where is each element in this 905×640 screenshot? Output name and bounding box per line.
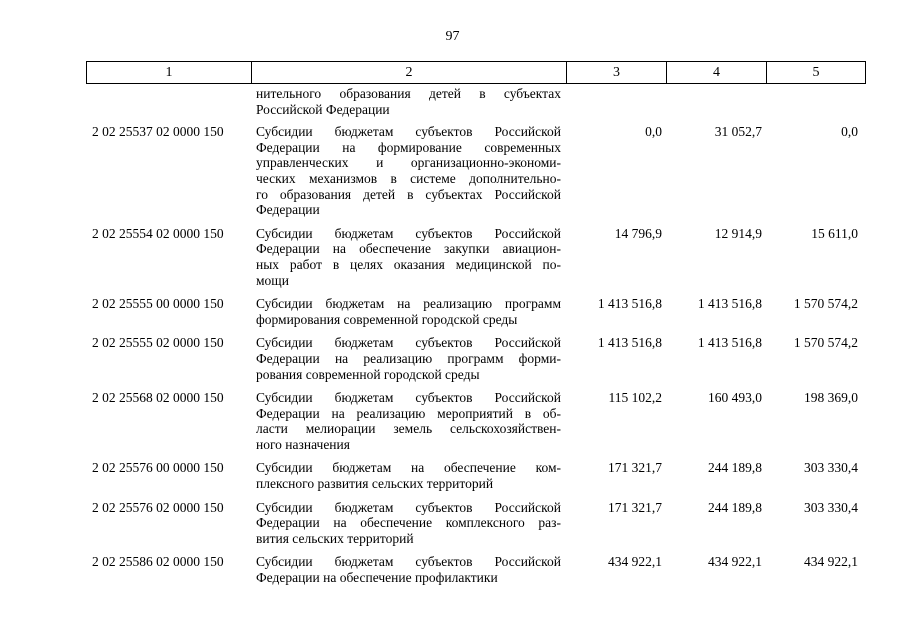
amount-col-3: 115 102,2 <box>608 390 662 406</box>
amount-col-3: 434 922,1 <box>608 554 662 570</box>
page-number: 97 <box>445 29 460 44</box>
amount-col-5: 434 922,1 <box>804 554 858 570</box>
budget-code: 2 02 25554 02 0000 150 <box>92 225 224 241</box>
amount-col-4: 244 189,8 <box>708 460 762 476</box>
item-description <box>256 86 561 117</box>
budget-code: 2 02 25586 02 0000 150 <box>92 554 224 570</box>
table-header <box>86 61 866 84</box>
description-line: ных работ в целях оказания медицинской по- <box>256 256 561 272</box>
item-description <box>256 124 561 218</box>
amount-col-4: 31 052,7 <box>714 124 762 140</box>
amount-col-4 <box>664 86 764 117</box>
table-row <box>86 124 866 218</box>
budget-code: 2 02 25555 00 0000 150 <box>92 296 224 312</box>
amount-col-4: 434 922,1 <box>708 554 762 570</box>
amount-col-4: 1 413 516,8 <box>697 335 762 351</box>
description-line: управленческих и организационно-экономи- <box>256 155 561 171</box>
amount-col-4: 160 493,0 <box>708 390 762 406</box>
budget-code: 2 02 25555 02 0000 150 <box>92 335 224 351</box>
description-line: Федерации на реализацию программ форми- <box>256 350 561 366</box>
amount-col-5: 303 330,4 <box>804 499 858 515</box>
amount-col-5: 198 369,0 <box>804 390 858 406</box>
amount-col-5: 1 570 574,2 <box>793 335 858 351</box>
header-col-5: 5 <box>812 65 820 80</box>
description-line: Субсидии бюджетам субъектов Российской <box>256 335 561 351</box>
table-row <box>86 86 866 117</box>
header-col-1: 1 <box>87 62 252 83</box>
table-row <box>86 554 866 585</box>
description-line: вития сельских территорий <box>256 530 414 546</box>
amount-col-4: 12 914,9 <box>714 225 762 241</box>
description-line: ласти мелиорации земель сельскохозяйствен- <box>256 421 561 437</box>
amount-col-3 <box>561 86 664 117</box>
description-line: Субсидии бюджетам субъектов Российской <box>256 390 561 406</box>
description-line: плексного развития сельских территорий <box>256 476 494 492</box>
description-line: ного назначения <box>256 436 350 452</box>
header-col-4: 4 <box>667 62 767 83</box>
item-description <box>256 335 561 382</box>
description-line: Субсидии бюджетам субъектов Российской <box>256 554 561 570</box>
budget-code: 2 02 25576 02 0000 150 <box>92 499 224 515</box>
item-description <box>256 460 561 491</box>
item-description <box>256 226 561 288</box>
amount-col-5: 303 330,4 <box>804 460 858 476</box>
description-line: Субсидии бюджетам субъектов Российской <box>256 124 561 140</box>
description-line: Федерации <box>256 202 320 218</box>
amount-col-3: 14 796,9 <box>614 225 662 241</box>
budget-code: 2 02 25537 02 0000 150 <box>92 124 224 140</box>
amount-col-3: 171 321,7 <box>608 499 662 515</box>
description-line: Федерации на реализацию мероприятий в об- <box>256 405 561 421</box>
description-line: рования современной городской среды <box>256 366 480 382</box>
description-line: нительного образования детей в субъектах <box>256 86 561 101</box>
budget-code <box>86 86 256 117</box>
description-line: Федерации на обеспечение комплексного раз- <box>256 515 561 531</box>
description-line: Субсидии бюджетам на реализацию программ <box>256 296 561 312</box>
description-line: формирования современной городской среды <box>256 311 518 327</box>
table-row <box>86 500 866 547</box>
table-row <box>86 390 866 452</box>
description-line: ческих механизмов в системе дополнительно- <box>256 170 561 186</box>
description-line: Федерации на обеспечение закупки авиацион- <box>256 241 561 257</box>
description-line: Федерации на формирование современных <box>256 139 561 155</box>
amount-col-3: 1 413 516,8 <box>597 335 662 351</box>
table-body <box>86 86 866 594</box>
amount-col-4: 1 413 516,8 <box>697 296 762 312</box>
item-description <box>256 500 561 547</box>
table-row <box>86 335 866 382</box>
description-line: Федерации на обеспечение профилактики <box>256 570 498 586</box>
table-row <box>86 296 866 327</box>
description-line: мощи <box>256 272 289 288</box>
header-col-3: 3 <box>567 62 667 83</box>
item-description <box>256 390 561 452</box>
item-description <box>256 296 561 327</box>
table-row <box>86 460 866 491</box>
amount-col-5: 1 570 574,2 <box>793 296 858 312</box>
item-description <box>256 554 561 585</box>
description-line: Российской Федерации <box>256 101 390 117</box>
amount-col-3: 1 413 516,8 <box>597 296 662 312</box>
budget-code: 2 02 25576 00 0000 150 <box>92 460 224 476</box>
amount-col-5: 0,0 <box>841 124 858 140</box>
budget-code: 2 02 25568 02 0000 150 <box>92 390 224 406</box>
amount-col-3: 171 321,7 <box>608 460 662 476</box>
header-col-2: 2 <box>252 62 567 83</box>
description-line: Субсидии бюджетам субъектов Российской <box>256 499 561 515</box>
amount-col-5 <box>764 86 864 117</box>
description-line: Субсидии бюджетам на обеспечение ком- <box>256 460 561 476</box>
amount-col-4: 244 189,8 <box>708 499 762 515</box>
amount-col-3: 0,0 <box>645 124 662 140</box>
description-line: го образования детей в субъектах Российской <box>256 186 561 202</box>
amount-col-5: 15 611,0 <box>811 225 858 241</box>
description-line: Субсидии бюджетам субъектов Российской <box>256 225 561 241</box>
table-row <box>86 226 866 288</box>
